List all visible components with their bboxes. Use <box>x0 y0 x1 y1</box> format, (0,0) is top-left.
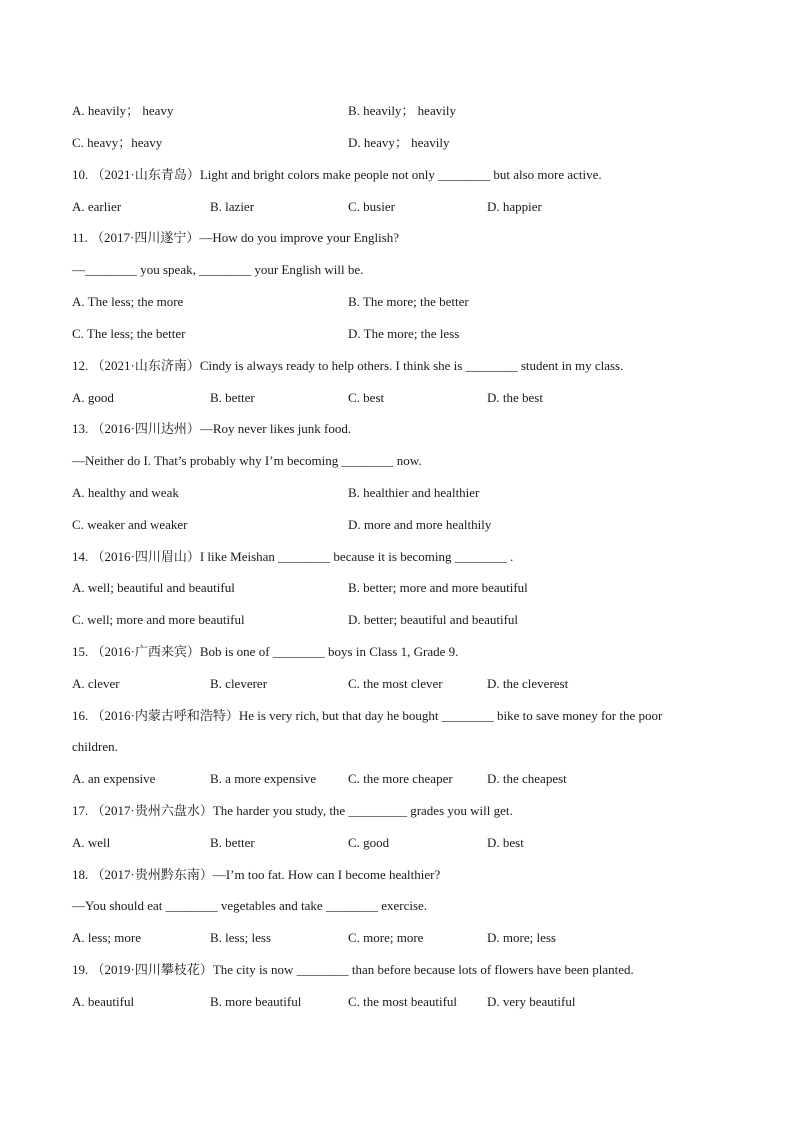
question-11: 11. （2017·四川遂宁）—How do you improve your English? <box>72 230 400 245</box>
q19-option-c: C. the most beautiful <box>348 994 458 1009</box>
q15-option-a: A. clever <box>72 676 120 691</box>
question-16-cont: children. <box>72 739 118 754</box>
question-13-reply: —Neither do I. That’s probably why I’m becoming ________ now. <box>72 453 422 468</box>
question-10: 10. （2021·山东青岛）Light and bright colors make people not only ________ but also more active. <box>72 167 602 182</box>
q9-option-c: C. heavy；heavy <box>72 135 163 150</box>
q14-option-a: A. well; beautiful and beautiful <box>72 580 235 595</box>
q10-option-a: A. earlier <box>72 199 122 214</box>
q9-option-d: D. heavy； heavily <box>348 135 450 150</box>
q13-option-b: B. healthier and healthier <box>348 485 480 500</box>
q16-option-c: C. the more cheaper <box>348 771 453 786</box>
q18-option-b: B. less; less <box>210 930 272 945</box>
q16-option-b: B. a more expensive <box>210 771 317 786</box>
q18-option-c: C. more; more <box>348 930 424 945</box>
q17-option-d: D. best <box>487 835 524 850</box>
q12-option-c: C. best <box>348 390 385 405</box>
question-16: 16. （2016·内蒙古呼和浩特）He is very rich, but that day he bought ________ bike to save money for the poor <box>72 708 663 723</box>
q10-option-d: D. happier <box>487 199 542 214</box>
q15-option-d: D. the cleverest <box>487 676 569 691</box>
q12-option-a: A. good <box>72 390 114 405</box>
q11-option-c: C. The less; the better <box>72 326 186 341</box>
q9-option-a: A. heavily； heavy <box>72 103 174 118</box>
question-14: 14. （2016·四川眉山）I like Meishan ________ because it is becoming ________ . <box>72 549 514 564</box>
q18-option-a: A. less; more <box>72 930 141 945</box>
q10-option-c: C. busier <box>348 199 395 214</box>
q11-option-b: B. The more; the better <box>348 294 469 309</box>
q19-option-b: B. more beautiful <box>210 994 302 1009</box>
q13-option-c: C. weaker and weaker <box>72 517 188 532</box>
question-11-reply: —________ you speak, ________ your English will be. <box>72 262 364 277</box>
q16-option-d: D. the cheapest <box>487 771 567 786</box>
question-19: 19. （2019·四川攀枝花）The city is now ________ than before because lots of flowers have been planted. <box>72 962 634 977</box>
q9-option-b: B. heavily； heavily <box>348 103 456 118</box>
q17-option-a: A. well <box>72 835 111 850</box>
q19-option-a: A. beautiful <box>72 994 135 1009</box>
q10-option-b: B. lazier <box>210 199 255 214</box>
question-12: 12. （2021·山东济南）Cindy is always ready to help others. I think she is ________ student in my class. <box>72 358 624 373</box>
q19-option-d: D. very beautiful <box>487 994 576 1009</box>
q16-option-a: A. an expensive <box>72 771 156 786</box>
question-18: 18. （2017·贵州黔东南）—I’m too fat. How can I become healthier? <box>72 867 441 882</box>
question-17: 17. （2017·贵州六盘水）The harder you study, the _________ grades you will get. <box>72 803 513 818</box>
q18-option-d: D. more; less <box>487 930 556 945</box>
q14-option-d: D. better; beautiful and beautiful <box>348 612 519 627</box>
question-13: 13. （2016·四川达州）—Roy never likes junk food. <box>72 421 352 436</box>
q12-option-d: D. the best <box>487 390 543 405</box>
q17-option-b: B. better <box>210 835 255 850</box>
q14-option-b: B. better; more and more beautiful <box>348 580 528 595</box>
q15-option-b: B. cleverer <box>210 676 268 691</box>
question-15: 15. （2016·广西来宾）Bob is one of ________ boys in Class 1, Grade 9. <box>72 644 459 659</box>
q12-option-b: B. better <box>210 390 255 405</box>
q11-option-a: A. The less; the more <box>72 294 184 309</box>
q11-option-d: D. The more; the less <box>348 326 460 341</box>
question-18-reply: —You should eat ________ vegetables and take ________ exercise. <box>72 898 428 913</box>
q14-option-c: C. well; more and more beautiful <box>72 612 245 627</box>
q15-option-c: C. the most clever <box>348 676 443 691</box>
q13-option-d: D. more and more healthily <box>348 517 492 532</box>
q17-option-c: C. good <box>348 835 390 850</box>
q13-option-a: A. healthy and weak <box>72 485 179 500</box>
